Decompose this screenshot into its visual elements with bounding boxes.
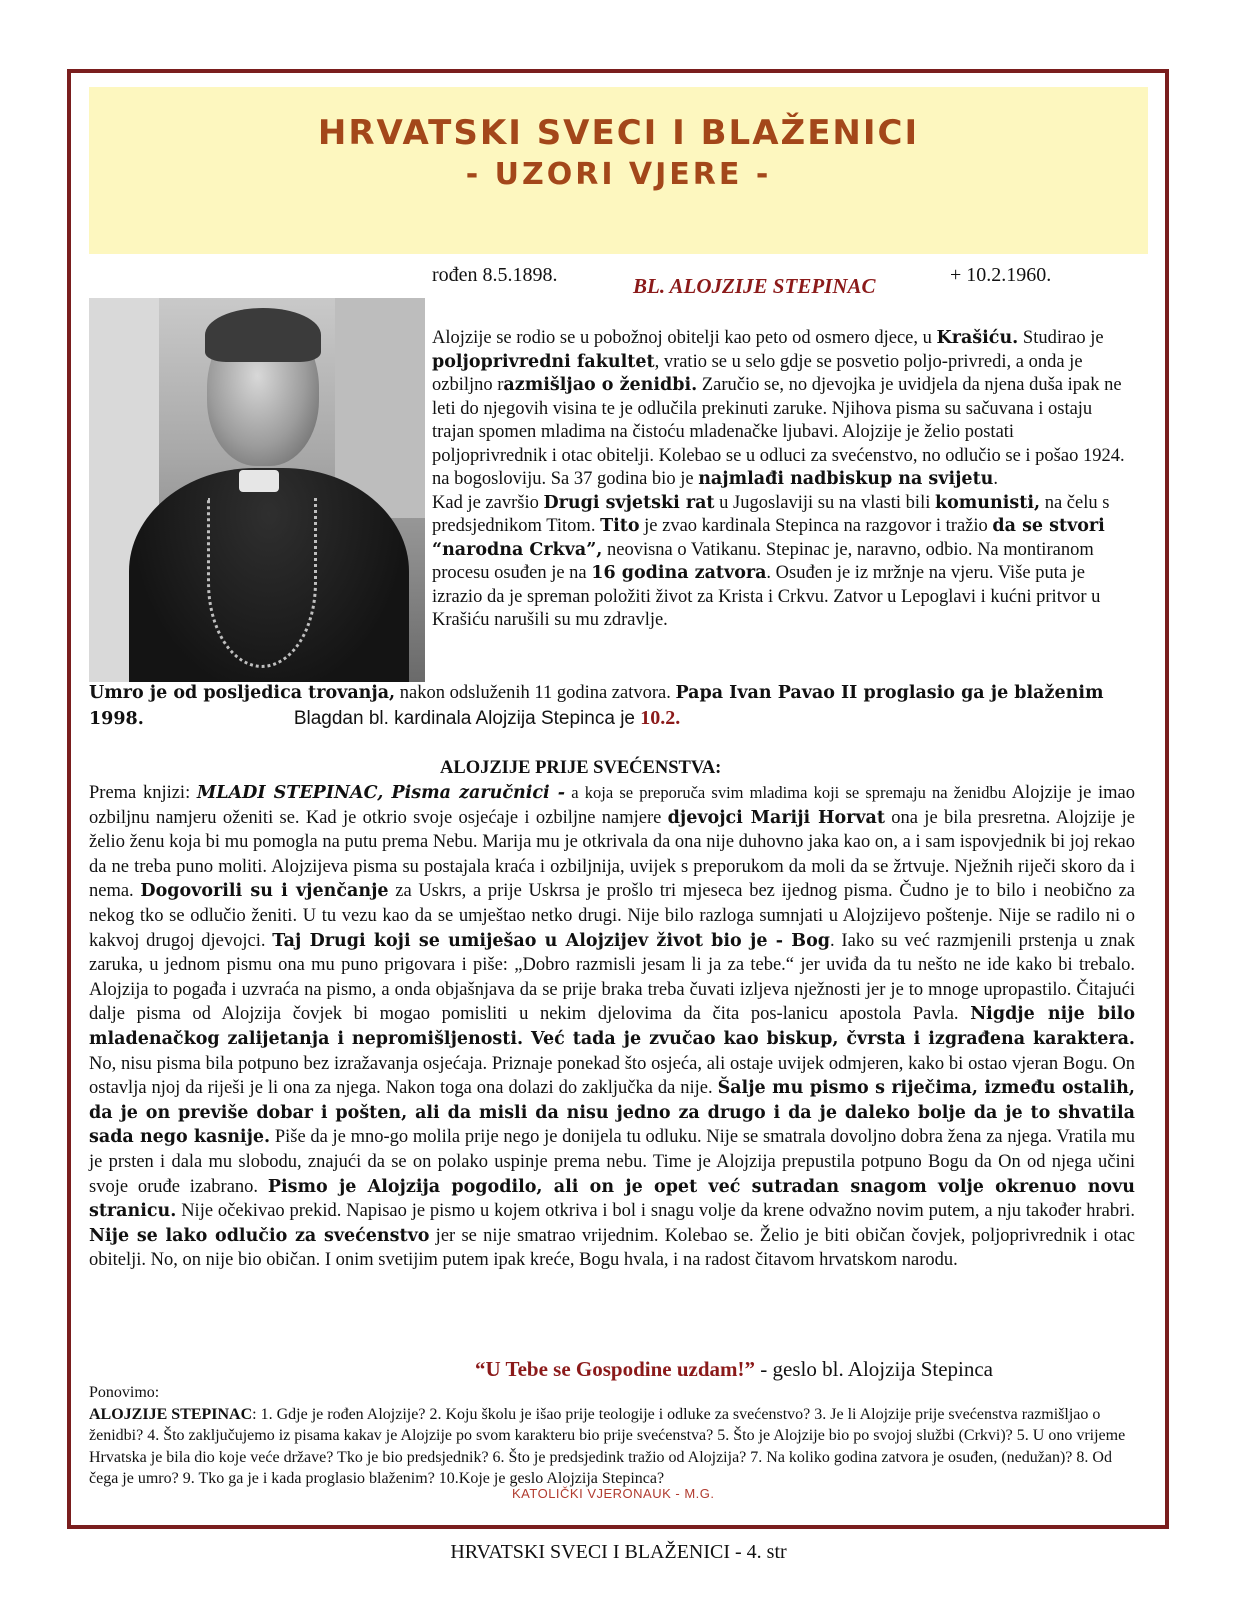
section-heading: ALOJZIJE PRIJE SVEĆENSTVA: bbox=[440, 758, 722, 778]
biography-paragraph: Alojzije se rodio se u pobožnoj obitelji kao peto od osmero djece, u Krašiću. Studirao je poljoprivredni fakultet, vratio se u selo gdje se posvetio poljo-privredi, a onda je ozbiljno razmišljao o ženidbi. Zaručio se, no djevojka je uvidjela da njena duša ipak ne leti do njegovih visina te je odlučila prekinuti zaruke. Njihova pisma su sačuvana i ostaju trajan spomen mladima na čistoću mladenačke ljubavi. Alojzije je želio postati poljoprivrednik i otac obitelji. Kolebao se u odluci za svećenstvo, no odlučio se i pošao 1924. na bogosloviju. Sa 37 godina bio je najmlađi nadbiskup na svijetu. Kad je završio Drugi svjetski rat u Jugoslaviji su na vlasti bili komunisti, na čelu s predsjednikom Titom. Tito je zvao kardinala Stepinca na razgovor i tražio da se stvori “narodna Crkva”, neovisna o Vatikanu. Stepinac je, naravno, odbio. Na montiranom procesu osuđen je na 16 godina zatvora. Osuđen je iz mržnje na vjeru. Više puta je izrazio da je spreman položiti život za Krista i Crkvu. Zatvor u Lepoglavi i kućni pritvor u Krašiću narušili su mu zdravlje. bbox=[432, 328, 1125, 630]
credit-text: KATOLIČKI VJERONAUK - M.G. bbox=[512, 1486, 715, 1501]
motto-quote: “U Tebe se Gospodine uzdam!” bbox=[475, 1357, 756, 1381]
section-paragraph: Prema knjizi: MLADI STEPINAC, Pisma zaručnici - a koja se preporuča svim mladima koji se spremaju na ženidbu Alojzije je imao ozbiljnu namjeru oženiti se. Kad je otkrio svoje osjećaje i ozbiljne namjere djevojci Mariji Horvat ona je bila presretna. Alojzije je želio ženu koja bi mu pomogla na putu prema Nebu. Marija mu je otkrivala da ona nije duhovno jaka kao on, a i sam ispovjednik bi joj rekao da ne treba puno moliti. Alojzijeva pisma su postajala kraća i ozbiljnija, uvijek s preporukom da moli da se žrtvuje. Nježnih riječi skoro da i nema. Dogovorili su i vjenčanje za Uskrs, a prije Uskrsa je prošlo tri mjeseca bez ijednog pisma. Čudno je to bilo i neobično za nekog tko se odlučio ženiti. U tu vezu kao da se umještao netko drugi. Nije bilo razloga sumnjati u Alojzijevo poštenje. Nije se radilo ni o kakvoj drugoj djevojci. Taj Drugi koji se umiješao u Alojzijev život bio je - Bog. Iako su već razmjenili prstenja u znak zaruka, u jednom pismu ona mu puno prigovara i piše: „Dobro razmisli jesam li ja za tebe.“ jer uviđa da tu nešto ne ide kako bi trebalo. Alojzija to pogađa i uzvraća na pismo, a onda objašnjava da se prije braka treba čuvati izljeva nježnosti jer je to mnoge upropastilo. Čitajući dalje pisma od Alojzija čovjek bi mogao pomisliti u nekim djelovima da čita pos-lanicu apostola Pavla. Nigdje nije bilo mladenačkog zalijetanja i nepromišljenosti. Već tada je zvučao kao biskup, čvrsta i izgrađena karaktera. No, nisu pisma bila potpuno bez izražavanja osjećaja. Priznaje ponekad što osjeća, ali ostaje uvijek odmjeren, kako bi ostao vjeran Bogu. On ostavlja njoj da riješi je li ona za njega. Nakon toga ona dolazi do zaključka da nije. Šalje mu pismo s riječima, između ostalih, da je on previše dobar i pošten, ali da misli da nisu jedno za drugo i da je daleko bolje da je to shvatila sada nego kasnije. Piše da je mno-go molila prije nego je donijela tu odluku. Nije se smatrala dovoljno dobra žena za njega. Vratila mu je prsten i dala mu slobodu, znajući da se on polako uspinje prema nebu. Time je Alojzija prepustila potpuno Bogu da On od njega učini svoje oruđe izabrano. Pismo je Alojzija pogodilo, ali on je opet već sutradan snagom volje okrenuo novu stranicu. Nije očekivao prekid. Napisao je pismo u kojem otkriva i bol i snagu volje da krene odvažno novim putem, a nju također hrabri. Nije se lako odlučio za svećenstvo jer se nije smatrao vrijednim. Kolebao se. Želio je biti običan čovjek, poljoprivrednik i otac obitelji. No, on nije bio običan. I onim svetijim putem ipak kreće, Bogu hvala, i na radost čitavom hrvatskom narodu. bbox=[89, 783, 1136, 1271]
header-banner bbox=[89, 87, 1148, 254]
page-footer: HRVATSKI SVECI I BLAŽENICI - 4. str bbox=[450, 1541, 787, 1563]
feast-day: Blagdan bl. kardinala Alojzija Stepinca je bbox=[293, 708, 641, 729]
portrait-photo bbox=[89, 298, 425, 682]
review-heading: Ponovimo: bbox=[89, 1384, 160, 1401]
birth-date: rođen 8.5.1898. bbox=[432, 264, 558, 286]
death-date: + 10.2.1960. bbox=[950, 264, 1052, 286]
page-subtitle: - UZORI VJERE - bbox=[465, 157, 772, 192]
review-question-list: : 1. Gdje je rođen Alojzije? 2. Koju školu je išao prije teologije i odluke za svećenstvo? 3. Je li Alojzije prije svećenstva razmišljao o ženidbi? 4. Što zaključujemo iz pisama kakav je Alojzije po svom karakteru bio prije svećenstva? 5. Što je Alojzije bio po svojoj službi (Crkvi)? 5. U ono vrijeme Hrvatska je bila dio koje veće države? Tko je bio predsjednik? 6. Što je predsjedink tražio od Alojzija? 7. Na koliko godina zatvora je osuđen, (nedužan)? 8. Od čega je umro? 9. Tko ga je i kada proglasio blaženim? 10.Koje je geslo Alojzija Stepinca? bbox=[89, 1405, 1126, 1487]
death-paragraph: Umro je od posljedica trovanja, nakon odsluženih 11 godina zatvora. Papa Ivan Pavao II proglasio ga je blaženim 1998. Blagdan bl. kardinala Alojzija Stepinca je 10.2. bbox=[89, 683, 1104, 729]
page-title: HRVATSKI SVECI I BLAŽENICI bbox=[317, 113, 920, 153]
feast-date: 10.2. bbox=[640, 707, 681, 729]
motto-attribution: - geslo bl. Alojzija Stepinca bbox=[755, 1357, 993, 1381]
review-questions bbox=[89, 1382, 1129, 1490]
review-label: ALOJZIJE STEPINAC bbox=[89, 1405, 253, 1423]
saint-name: BL. ALOJZIJE STEPINAC bbox=[633, 274, 876, 298]
motto bbox=[475, 1357, 993, 1382]
